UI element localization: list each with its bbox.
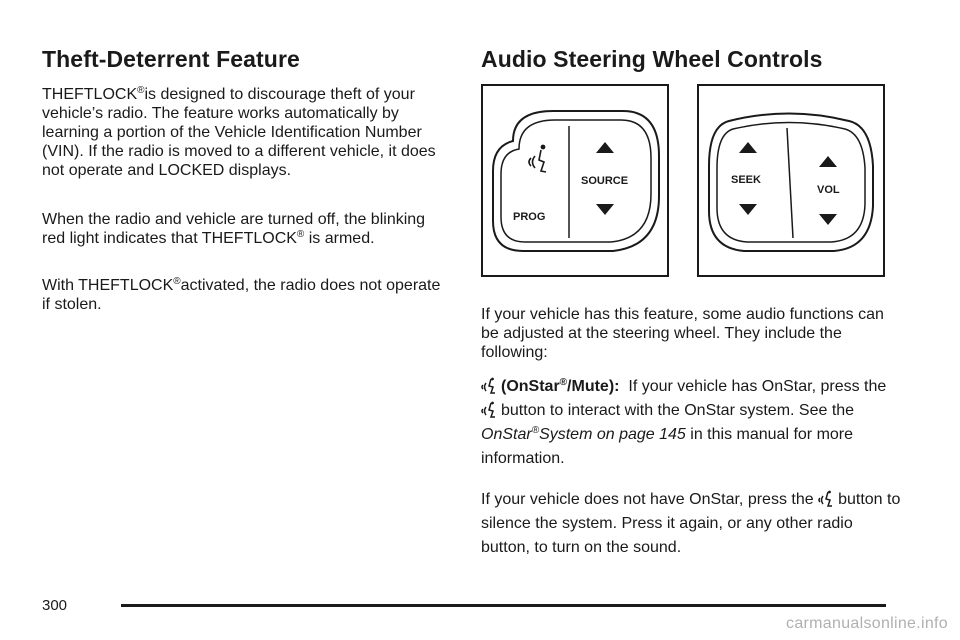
onstar-link-page[interactable]: System on page 145 bbox=[539, 426, 686, 443]
mute-text-2: button to silence the system. Press it again, or any other radio button, to turn on the sound. bbox=[481, 491, 901, 556]
left-control-figure bbox=[481, 84, 669, 277]
registered-mark: ® bbox=[559, 377, 568, 388]
theftlock-stolen-text: activated, the radio does not operate if stolen. bbox=[42, 277, 441, 313]
source-label: SOURCE bbox=[581, 175, 629, 187]
footer-rule bbox=[121, 604, 886, 607]
onstar-paragraph bbox=[481, 375, 901, 471]
audio-controls-heading: Audio Steering Wheel Controls bbox=[481, 46, 823, 72]
left-control-illustration bbox=[483, 86, 667, 275]
onstar-mute-icon bbox=[529, 145, 546, 172]
mute-text-1: If your vehicle does not have OnStar, press the bbox=[481, 491, 814, 508]
audio-intro-paragraph: If your vehicle has this feature, some audio functions can be adjusted at the steering wheel. They include the following: bbox=[481, 306, 884, 361]
onstar-text-1: If your vehicle has OnStar, press the bbox=[628, 378, 887, 395]
prog-label: PROG bbox=[513, 211, 546, 223]
theftlock-stolen-brand: With THEFTLOCK bbox=[42, 277, 174, 294]
vol-down-arrow-icon bbox=[819, 214, 837, 225]
onstar-mute-icon bbox=[481, 401, 499, 418]
mute-paragraph bbox=[481, 488, 901, 560]
onstar-mute-icon bbox=[818, 490, 836, 507]
vol-up-arrow-icon bbox=[819, 156, 837, 167]
theftlock-stolen-paragraph bbox=[42, 276, 442, 314]
right-control-illustration bbox=[699, 86, 883, 275]
theftlock-brand: THEFTLOCK bbox=[42, 86, 138, 103]
seek-up-arrow-icon bbox=[739, 142, 757, 153]
site-watermark: carmanualsonline.info bbox=[786, 615, 948, 632]
theftlock-intro-text: is designed to discourage theft of your vehicle’s radio. The feature works automatically by learning a portion of the Vehicle Identification Number (VIN). If the radio is moved to a different vehicle, it does not operate and LOCKED displays. bbox=[42, 86, 436, 179]
registered-mark: ® bbox=[531, 425, 540, 436]
theftlock-armed-paragraph bbox=[42, 210, 442, 248]
onstar-label: (OnStar bbox=[501, 378, 560, 395]
vol-label: VOL bbox=[817, 184, 840, 196]
seek-label: SEEK bbox=[731, 174, 761, 186]
source-down-arrow-icon bbox=[596, 204, 614, 215]
onstar-text-3: in this manual for more information. bbox=[481, 426, 854, 467]
right-control-figure bbox=[697, 84, 885, 277]
source-up-arrow-icon bbox=[596, 142, 614, 153]
seek-down-arrow-icon bbox=[739, 204, 757, 215]
registered-mark: ® bbox=[137, 85, 145, 96]
onstar-link-text[interactable]: OnStar bbox=[481, 426, 532, 443]
onstar-label-mute: /Mute): bbox=[567, 378, 620, 395]
theftlock-armed-text: When the radio and vehicle are turned off, the blinking red light indicates that THEFTLOCK bbox=[42, 211, 426, 247]
registered-mark: ® bbox=[173, 276, 181, 287]
registered-mark: ® bbox=[296, 229, 305, 240]
onstar-mute-icon bbox=[481, 377, 499, 394]
theft-deterrent-heading: Theft-Deterrent Feature bbox=[42, 46, 300, 72]
theftlock-armed-rest: is armed. bbox=[308, 230, 375, 247]
onstar-manual-link[interactable] bbox=[481, 426, 686, 443]
theftlock-intro-paragraph bbox=[42, 85, 442, 180]
page-number: 300 bbox=[42, 597, 68, 614]
onstar-text-2: button to interact with the OnStar system. See the bbox=[501, 402, 855, 419]
